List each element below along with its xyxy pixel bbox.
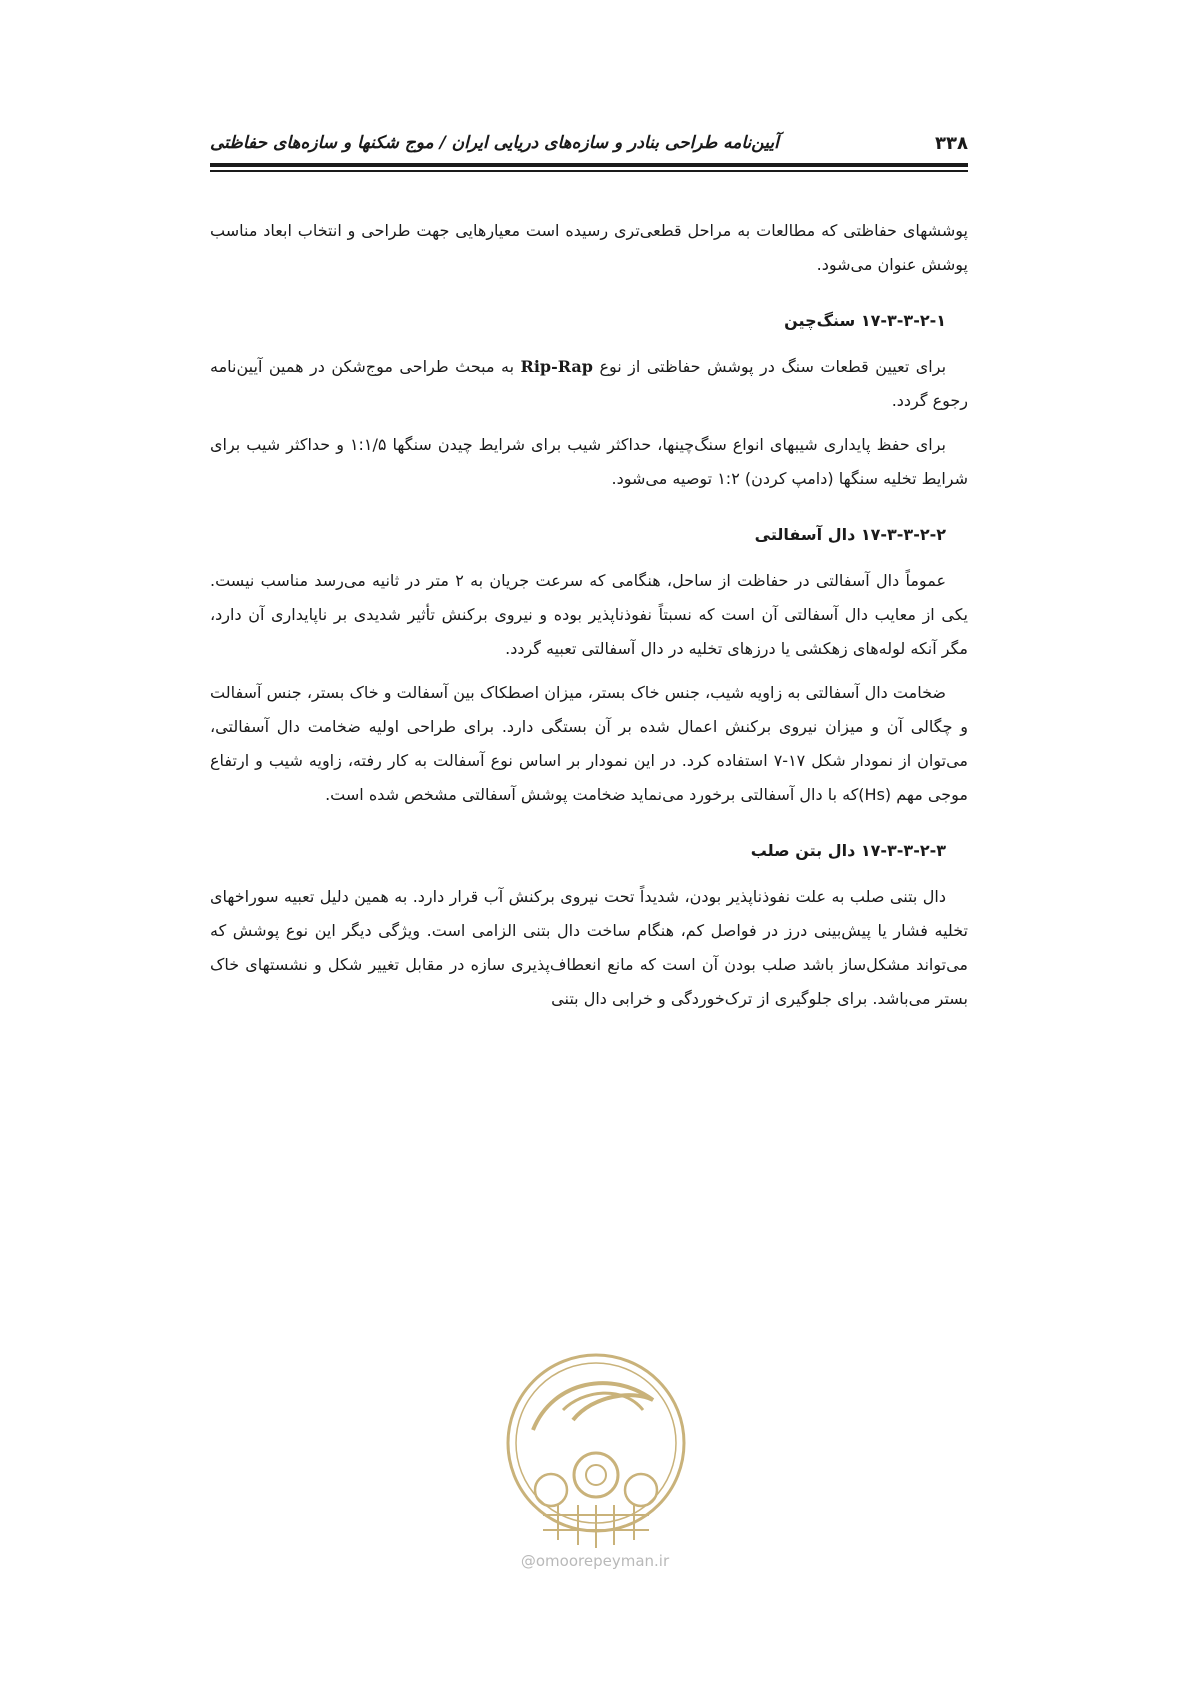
riprap-p1-after: به مبحث طراحی موج‌شکن در همین آیین‌نامه رجوع گردد. — [210, 357, 968, 410]
intro-paragraph: پوششهای حفاظتی که مطالعات به مراحل قطعی‌تری رسیده است معیارهایی جهت طراحی و انتخاب ابعاد مناسب پوشش عنوان می‌شود. — [210, 221, 968, 274]
header-rule-thick — [210, 163, 968, 167]
riprap-p1-before: برای تعیین قطعات سنگ در پوشش حفاظتی از نوع — [599, 357, 947, 376]
section-heading-riprap: ۱۷-۳-۳-۲-۱ سنگ‌چین — [784, 311, 946, 330]
watermark-url-text: omoorepeyman.ir — [535, 1552, 670, 1570]
riprap-bold-term: Rip-Rap — [520, 357, 593, 376]
page-number: ۳۳۸ — [935, 132, 968, 154]
watermark-url — [490, 1552, 700, 1570]
rigid-concrete-paragraph-1: دال بتنی صلب به علت نفوذناپذیر بودن، شدیداً تحت نیروی برکنش آب قرار دارد. به همین دلیل تعبیه سوراخهای تخلیه فشار یا پیش‌بینی درز در فواصل کم، هنگام ساخت دال بتنی الزامی است. ویژگی دیگر این نوع پوشش که می‌تواند مشکل‌ساز باشد صلب بودن آن است که مانع انعطاف‌پذیری سازه در مقابل تغییر شکل و نشستهای خاک بستر می‌باشد. برای جلوگیری از ترک‌خوردگی و خرابی دال بتنی — [210, 887, 968, 1008]
header-title: آیین‌نامه طراحی بنادر و سازه‌های دریایی ایران / موج شکنها و سازه‌های حفاظتی — [210, 133, 779, 153]
riprap-paragraph-1 — [210, 350, 968, 418]
omoorepeyman-seal-icon — [493, 1340, 699, 1560]
running-header — [210, 128, 968, 158]
section-heading-asphalt: ۱۷-۳-۳-۲-۲ دال آسفالتی — [754, 525, 946, 544]
at-icon: @ — [520, 1552, 536, 1570]
header-rule-thin — [210, 170, 968, 172]
asphalt-paragraph-1: عموماً دال آسفالتی در حفاظت از ساحل، هنگامی که سرعت جریان به ۲ متر در ثانیه می‌رسد مناسب نیست. یکی از معایب دال آسفالتی آن است که نسبتاً نفوذناپذیر بوده و نیروی برکنش تأثیر شدیدی بر ناپایداری آن دارد، مگر آنکه لوله‌های زهکشی یا درزهای تخلیه در دال آسفالتی تعبیه گردد. — [210, 571, 968, 658]
body-content — [210, 214, 968, 1016]
riprap-paragraph-2: برای حفظ پایداری شیبهای انواع سنگ‌چینها، حداکثر شیب برای شرایط چیدن سنگها ۱:۱/۵ و حداکثر شیب برای شرایط تخلیه سنگها (دامپ کردن) ۱:۲ توصیه می‌شود. — [210, 435, 968, 488]
asphalt-paragraph-2: ضخامت دال آسفالتی به زاویه شیب، جنس خاک بستر، میزان اصطکاک بین آسفالت و خاک بستر، جنس آسفالت و چگالی آن و میزان نیروی برکنش اعمال شده بر آن بستگی دارد. برای طراحی اولیه ضخامت دال آسفالتی، می‌توان از نمودار شکل ۱۷-۷ استفاده کرد. در این نمودار بر اساس نوع آسفالت به کار رفته، زاویه شیب و ارتفاع موجی مهم (Hs)که با دال آسفالتی برخورد می‌نماید ضخامت پوشش آسفالتی مشخص شده است. — [210, 683, 968, 804]
section-heading-rigid-concrete: ۱۷-۳-۳-۲-۳ دال بتن صلب — [750, 841, 946, 860]
